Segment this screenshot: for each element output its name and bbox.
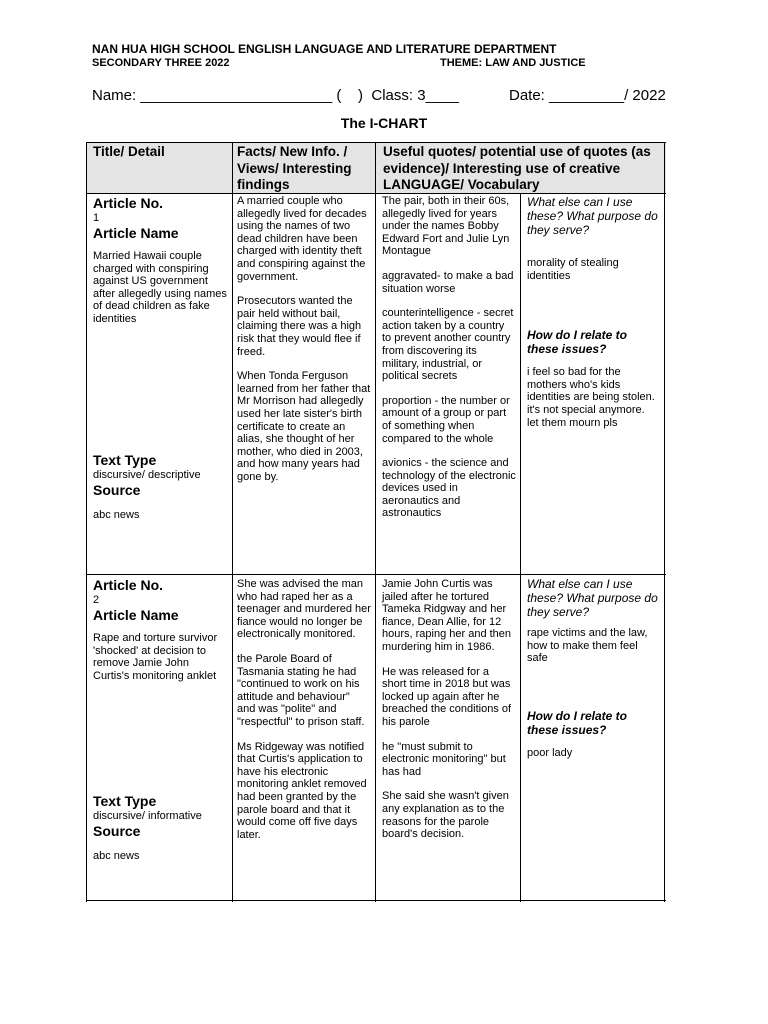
quote-paragraph: Jamie John Curtis was jailed after he tortured Tameka Ridgway and her fiance, Dean Allie, for 12 hours, raping her and then murdering him in 1986. bbox=[382, 578, 512, 653]
theme-label: THEME: LAW AND JUSTICE bbox=[440, 57, 586, 69]
name-class-line: Name: _______________________ ( ) Class: 3____ bbox=[92, 87, 459, 104]
article-name: Married Hawaii couple charged with conspiring against US government after allegedly using names of dead children as fake identities bbox=[93, 250, 227, 325]
article-2-reflection bbox=[527, 577, 659, 759]
table-border bbox=[232, 142, 233, 902]
table-border bbox=[86, 900, 666, 901]
what-else-prompt: What else can I use these? What purpose do they serve? bbox=[527, 195, 658, 237]
fact-paragraph: She was advised the man who had raped her as a teenager and murdered her fiance would no longer be electronically monitored. bbox=[237, 578, 371, 641]
article-2-facts bbox=[237, 578, 371, 841]
article-name: Rape and torture survivor 'shocked' at decision to remove Jamie John Curtis's monitoring anklet bbox=[93, 632, 218, 682]
department-title: NAN HUA HIGH SCHOOL ENGLISH LANGUAGE AND LITERATURE DEPARTMENT bbox=[92, 42, 557, 56]
quote-paragraph: counterintelligence - secret action taken by a country to prevent another country from discovering its military, industrial, or political secrets bbox=[382, 307, 514, 383]
article-2-quotes bbox=[382, 578, 516, 841]
article-no-label: Article No. bbox=[93, 577, 164, 593]
article-1-meta bbox=[93, 452, 227, 521]
table-border bbox=[664, 142, 665, 902]
source-label: Source bbox=[93, 481, 141, 498]
table-border bbox=[86, 142, 87, 902]
relate-answer: poor lady bbox=[527, 746, 573, 759]
column-header-title-detail: Title/ Detail bbox=[93, 144, 165, 159]
column-header-facts: Facts/ New Info. / Views/ Interesting findings bbox=[237, 144, 352, 192]
article-1-reflection bbox=[527, 195, 659, 429]
article-number: 1 bbox=[93, 212, 100, 224]
text-type-value: discursive/ descriptive bbox=[93, 469, 201, 481]
relate-prompt: How do I relate to these issues? bbox=[527, 328, 628, 357]
text-type-label: Text Type bbox=[93, 452, 157, 468]
quote-paragraph: He was released for a short time in 2018 but was locked up again after he breached the conditions of his parole bbox=[382, 665, 512, 728]
article-name-label: Article Name bbox=[93, 607, 179, 623]
quote-paragraph: aggravated- to make a bad situation worse bbox=[382, 269, 514, 295]
fact-paragraph: Ms Ridgeway was notified that Curtis's application to have his electronic monitoring anklet removed had been granted by the parole board and that it would come off five days later. bbox=[237, 740, 367, 841]
table-border bbox=[520, 193, 521, 902]
fact-paragraph: When Tonda Ferguson learned from her father that Mr Morrison had allegedly used her late sister's birth certificate to create an alias, she thought of her mother, who died in 2003, and how many years had gone by. bbox=[237, 370, 371, 483]
source-value: abc news bbox=[93, 508, 140, 521]
article-2-detail bbox=[93, 577, 227, 682]
relate-prompt: How do I relate to these issues? bbox=[527, 708, 628, 737]
article-number: 2 bbox=[93, 594, 100, 606]
quote-paragraph: he "must submit to electronic monitoring" but has had bbox=[382, 740, 506, 778]
article-1-detail bbox=[93, 195, 227, 326]
table-border bbox=[86, 574, 666, 575]
what-else-prompt: What else can I use these? What purpose do they serve? bbox=[527, 577, 658, 619]
quote-paragraph: The pair, both in their 60s, allegedly lived for years under the names Bobby Edward Fort and Julie Lyn Montague bbox=[382, 195, 510, 258]
quote-paragraph: avionics - the science and technology of the electronic devices used in aeronautics and astronautics bbox=[382, 457, 516, 520]
quote-paragraph: She said she wasn't given any explanation as to the reasons for the parole board's decision. bbox=[382, 790, 509, 841]
fact-paragraph: the Parole Board of Tasmania stating he had "continued to work on his attitude and behaviour" and was "polite" and "respectful" to prison staff. bbox=[237, 652, 365, 728]
column-header-quotes: Useful quotes/ potential use of quotes (as evidence)/ Interesting use of creative LANGUAGE/ Vocabulary bbox=[383, 144, 651, 192]
article-no-label: Article No. bbox=[93, 195, 164, 211]
article-name-label: Article Name bbox=[93, 225, 179, 241]
chart-title: The I-CHART bbox=[340, 115, 428, 131]
date-line: Date: _________/ 2022 bbox=[509, 87, 666, 104]
text-type-label: Text Type bbox=[93, 793, 157, 809]
level-label: SECONDARY THREE 2022 bbox=[92, 57, 230, 69]
text-type-value: discursive/ informative bbox=[93, 810, 202, 822]
article-2-meta bbox=[93, 793, 227, 862]
table-border bbox=[86, 142, 666, 143]
quote-paragraph: proportion - the number or amount of a group or part of something when compared to the whole bbox=[382, 394, 510, 445]
fact-paragraph: A married couple who allegedly lived for decades using the names of two dead children have been charged with identity theft and conspiring against the government. bbox=[237, 195, 367, 283]
uses-answer: morality of stealing identities bbox=[527, 257, 619, 282]
i-chart-table bbox=[86, 142, 666, 902]
source-value: abc news bbox=[93, 849, 140, 862]
source-label: Source bbox=[93, 822, 141, 839]
fact-paragraph: Prosecutors wanted the pair held without bail, claiming there was a high risk that they would flee if freed. bbox=[237, 295, 362, 358]
article-1-quotes bbox=[382, 195, 516, 520]
table-border bbox=[375, 142, 376, 902]
relate-answer: i feel so bad for the mothers who's kids identities are being stolen. it's not special anymore. let them mourn pls bbox=[527, 366, 655, 429]
article-1-facts bbox=[237, 195, 371, 483]
uses-answer: rape victims and the law, how to make them feel safe bbox=[527, 627, 648, 665]
